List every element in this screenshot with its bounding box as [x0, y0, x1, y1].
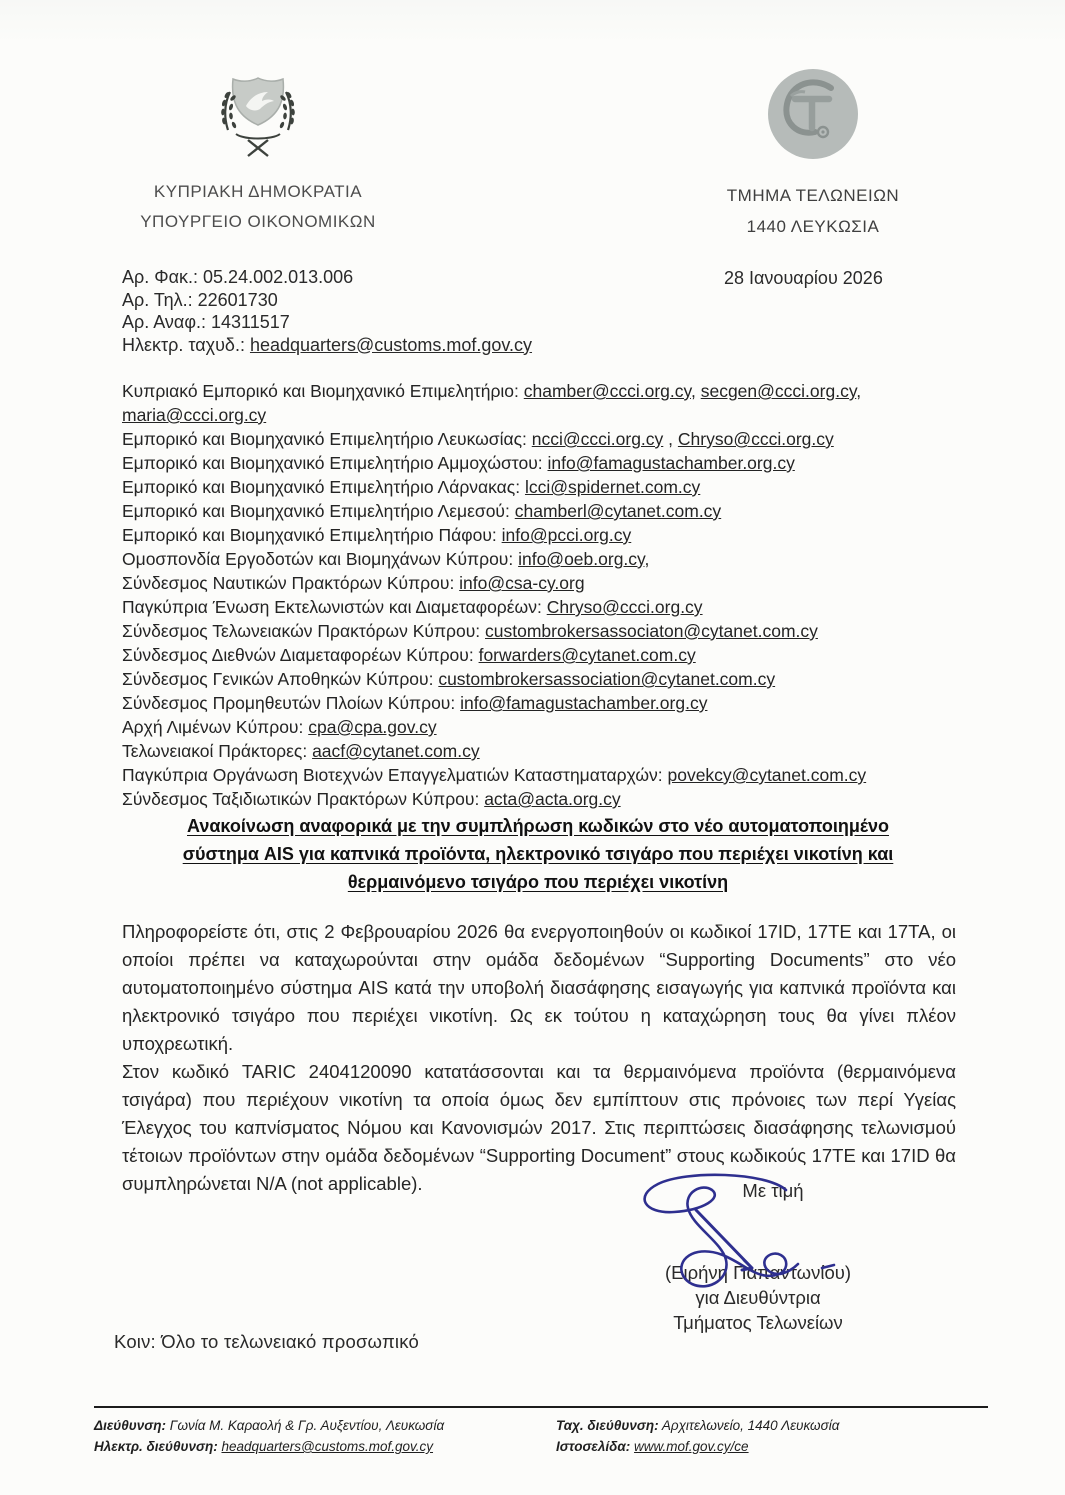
recipient-email-link[interactable]: cpa@cpa.gov.cy — [308, 717, 437, 737]
recipient-email-link[interactable]: info@pcci.org.cy — [501, 525, 632, 545]
recipient-email-link[interactable]: info@famagustachamber.org.cy — [547, 453, 795, 473]
ref-value: 05.24.002.013.006 — [203, 267, 354, 287]
customs-department-logo-icon — [698, 66, 928, 162]
recipient-org-label: Εμπορικό και Βιομηχανικό Επιμελητήριο Αμμοχώστου: — [122, 453, 548, 473]
recipient-org-label: Ομοσπονδία Εργοδοτών και Βιομηχάνων Κύπρου: — [122, 549, 519, 569]
recipient-email-link[interactable]: chamber@ccci.org.cy — [523, 381, 691, 401]
recipient-list — [122, 379, 954, 811]
signer-title-1: για Διευθύντρια — [695, 1287, 821, 1308]
footer-postal-label: Ταχ. διεύθυνση: — [556, 1418, 659, 1433]
recipient-org-label: Παγκύπρια Οργάνωση Βιοτεχνών Επαγγελματιών Καταστηματαρχών: — [122, 765, 668, 785]
recipient-line — [122, 643, 954, 667]
recipient-line: Ομοσπονδία Εργοδοτών και Βιομηχάνων Κύπρου: info@oeb.org.cy, — [122, 549, 650, 569]
recipient-email-link[interactable]: secgen@ccci.org.cy — [700, 381, 857, 401]
footer-website-link[interactable]: www.mof.gov.cy/ce — [634, 1439, 749, 1454]
recipient-org-label: Αρχή Λιμένων Κύπρου: — [122, 717, 309, 737]
recipient-org-label: Εμπορικό και Βιομηχανικό Επιμελητήριο Λευκωσίας: — [122, 429, 532, 449]
recipient-line: Κυπριακό Εμπορικό και Βιομηχανικό Επιμελητήριο: chamber@ccci.org.cy, secgen@ccci.org.cy, maria@ccci.org.cy — [122, 381, 862, 425]
recipient-email-link[interactable]: maria@ccci.org.cy — [122, 405, 267, 425]
recipient-email-link[interactable]: acta@acta.org.cy — [484, 789, 621, 809]
footer-email-link[interactable]: headquarters@customs.mof.gov.cy — [221, 1439, 434, 1454]
ref-line — [122, 289, 532, 312]
recipient-email-link[interactable]: Chryso@ccci.org.cy — [677, 429, 834, 449]
recipient-org-label: Σύνδεσμος Διεθνών Διαμεταφορέων Κύπρου: — [122, 645, 479, 665]
recipient-org-label: Παγκύπρια Ένωση Εκτελωνιστών και Διαμεταφορέων: — [122, 597, 547, 617]
ref-label: Αρ. Αναφ.: — [122, 312, 212, 332]
recipient-line — [122, 619, 954, 643]
ref-line — [122, 311, 532, 334]
subject-title — [122, 812, 954, 896]
cyprus-coat-of-arms-icon — [128, 68, 388, 163]
cc-line: Κοιν: Όλο το τελωνειακό προσωπικό — [114, 1331, 419, 1352]
recipient-org-label: Σύνδεσμος Προμηθευτών Πλοίων Κύπρου: — [122, 693, 461, 713]
footer-address-value: Γωνία Μ. Καραολή & Γρ. Αυξεντίου, Λευκωσία — [169, 1418, 445, 1433]
recipient-email-link[interactable]: custombrokersassociation@cytanet.com.cy — [438, 669, 776, 689]
department-name: ΤΜΗΜΑ ΤΕΛΩΝΕΙΩΝ — [726, 186, 900, 205]
ref-line — [122, 266, 532, 289]
ref-label: Αρ. Φακ.: — [122, 267, 204, 287]
recipient-org-label: Εμπορικό και Βιομηχανικό Επιμελητήριο Πάφου: — [122, 525, 502, 545]
ref-email-value[interactable]: headquarters@customs.mof.gov.cy — [249, 334, 533, 355]
closing-phrase: Με τιμή — [742, 1180, 804, 1201]
recipient-line — [122, 475, 954, 499]
footer-address-label: Διεύθυνση: — [94, 1418, 166, 1433]
ref-label: Αρ. Τηλ.: — [122, 289, 198, 310]
recipient-email-link[interactable]: custombrokersassociaton@cytanet.com.cy — [485, 621, 818, 641]
recipient-line — [122, 691, 954, 715]
body-paragraph-2: Στον κωδικό TARIC 2404120090 κατατάσσονται και τα θερμαινόμενα προϊόντα (θερμαινόμενα τσιγάρα) που περιέχουν νικοτίνη τα οποία όμως δεν εμπίπτουν στις πρόνοιες των περί Υγείας Έλεγχος του καπνίσματος Νόμου και Κανονισμών 2017. Στις περιπτώσεις διασάφησης τελωνισμού τέτοιων προϊόντων στην ομάδα δεδομένων “Supporting Document” στους κωδικούς 17TE και 17ID θα συμπληρώνεται N/A (not applicable). — [122, 1060, 956, 1194]
recipient-org-label: Σύνδεσμος Τελωνειακών Πρακτόρων Κύπρου: — [122, 621, 485, 641]
header-customs — [698, 66, 928, 242]
signer-title-2: Τμήματος Τελωνείων — [673, 1312, 843, 1333]
ministry-name: ΥΠΟΥΡΓΕΙΟ ΟΙΚΟΝΟΜΙΚΩΝ — [140, 212, 376, 231]
recipient-line — [122, 763, 954, 787]
recipient-line — [122, 499, 954, 523]
header-republic — [128, 68, 388, 237]
body-paragraph-1: Πληροφορείστε ότι, στις 2 Φεβρουαρίου 2026 θα ενεργοποιηθούν οι κωδικοί 17ID, 17TE και 17TA, οι οποίοι πρέπει να καταχωρούνται στην ομάδα δεδομένων “Supporting Documents” στο νέο αυτοματοποιημένο σύστημα AIS κατά την υποβολή διασάφησης εισαγωγής για καπνικά προϊόντα και ηλεκτρονικό τσιγάρο που περιέχει νικοτίνη. Ως εκ τούτου η καταχώρηση τους θα γίνει πλέον υποχρεωτική. — [122, 920, 956, 1054]
recipient-email-link[interactable]: forwarders@cytanet.com.cy — [478, 645, 696, 665]
signature-block — [588, 1180, 928, 1335]
department-address: 1440 ΛΕΥΚΩΣΙΑ — [746, 217, 880, 236]
recipient-email-link[interactable]: info@famagustachamber.org.cy — [460, 693, 708, 713]
letter-date: 28 Ιανουαρίου 2026 — [724, 268, 883, 288]
recipient-email-link[interactable]: ncci@ccci.org.cy — [531, 429, 664, 449]
recipient-email-link[interactable]: aacf@cytanet.com.cy — [312, 741, 480, 761]
recipient-email-link[interactable]: lcci@spidernet.com.cy — [524, 477, 701, 497]
recipient-line — [122, 787, 954, 811]
recipient-email-link[interactable]: povekcy@cytanet.com.cy — [667, 765, 867, 785]
ref-block — [122, 266, 532, 356]
ref-line — [122, 334, 532, 357]
footer-email-label: Ηλεκτρ. διεύθυνση: — [94, 1439, 218, 1454]
recipient-org-label: Σύνδεσμος Γενικών Αποθηκών Κύπρου: — [122, 669, 439, 689]
subject-line: Ανακοίνωση αναφορικά με την συμπλήρωση κωδικών στο νέο αυτοματοποιημένο — [187, 816, 889, 836]
footer — [94, 1406, 988, 1457]
recipient-line — [122, 571, 954, 595]
signer-name: (Ειρήνη Παπαντωνίου) — [664, 1262, 852, 1283]
recipient-org-label: Σύνδεσμος Ναυτικών Πρακτόρων Κύπρου: — [122, 573, 460, 593]
recipient-line — [122, 523, 954, 547]
recipient-line — [122, 739, 954, 763]
subject-line: θερμαινόμενο τσιγάρο που περιέχει νικοτίνη — [347, 872, 729, 892]
ref-value: 22601730 — [197, 289, 278, 310]
recipient-email-link[interactable]: info@csa-cy.org — [459, 573, 585, 593]
recipient-line — [122, 595, 954, 619]
recipient-email-link[interactable]: Chryso@ccci.org.cy — [546, 597, 703, 617]
recipient-email-link[interactable]: info@oeb.org.cy — [518, 549, 645, 569]
recipient-org-label: Τελωνειακοί Πράκτορες: — [122, 741, 313, 761]
recipient-line: Εμπορικό και Βιομηχανικό Επιμελητήριο Λευκωσίας: ncci@ccci.org.cy , Chryso@ccci.org.cy — [122, 429, 834, 449]
republic-name: ΚΥΠΡΙΑΚΗ ΔΗΜΟΚΡΑΤΙΑ — [153, 182, 363, 201]
recipient-line — [122, 451, 954, 475]
recipient-line — [122, 715, 954, 739]
ref-value: 14311517 — [211, 312, 290, 332]
ref-label: Ηλεκτρ. ταχυδ.: — [122, 334, 250, 355]
recipient-org-label: Εμπορικό και Βιομηχανικό Επιμελητήριο Λάρνακας: — [122, 477, 525, 497]
footer-website-label: Ιστοσελίδα: — [556, 1439, 631, 1454]
recipient-org-label: Σύνδεσμος Ταξιδιωτικών Πρακτόρων Κύπρου: — [122, 789, 485, 809]
recipient-line — [122, 667, 954, 691]
subject-line: σύστημα AIS για καπνικά προϊόντα, ηλεκτρονικό τσιγάρο που περιέχει νικοτίνη και — [182, 844, 894, 864]
footer-postal-value: Αρχιτελωνείο, 1440 Λευκωσία — [661, 1418, 840, 1433]
recipient-org-label: Εμπορικό και Βιομηχανικό Επιμελητήριο Λεμεσού: — [122, 501, 515, 521]
recipient-org-label: Κυπριακό Εμπορικό και Βιομηχανικό Επιμελητήριο: — [122, 381, 524, 401]
recipient-email-link[interactable]: chamberl@cytanet.com.cy — [514, 501, 722, 521]
